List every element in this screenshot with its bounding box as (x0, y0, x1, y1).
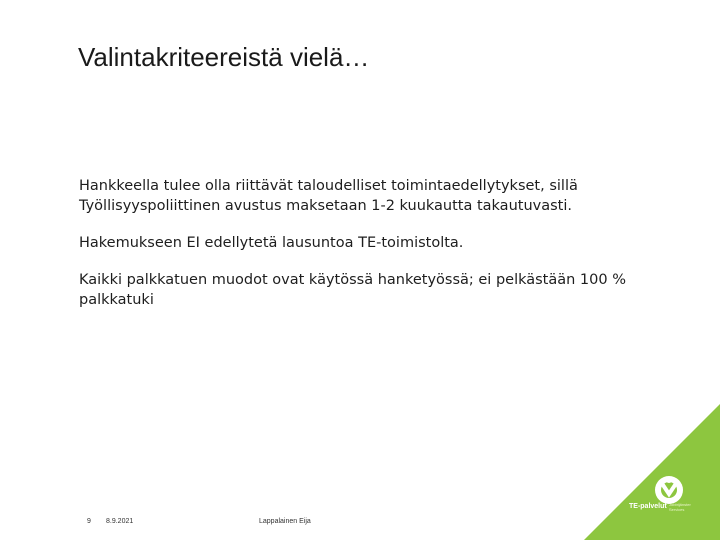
footer-page-number: 9 (87, 518, 91, 525)
paragraph-3: Kaikki palkkatuen muodot ovat käytössä hanketyössä; ei pelkästään 100 % palkkatuki (79, 272, 626, 308)
logo-subtitle-line-1: Jobbtjänster (669, 502, 691, 507)
logo-subtitle-line-2: Services (669, 507, 685, 512)
paragraph-1: Hankkeella tulee olla riittävät taloudelliset toimintaedellytykset, sillä Työllisyyspoliittinen avustus maksetaan 1-2 kuukautta takautuvasti. (79, 178, 578, 214)
footer-date: 8.9.2021 (106, 518, 134, 525)
logo-subtitle (669, 502, 691, 512)
slide-title: Valintakriteereistä vielä… (78, 42, 370, 72)
footer-author: Lappalainen Eija (259, 518, 311, 525)
logo-name: TE-palvelut (629, 503, 667, 510)
paragraph-2: Hakemukseen EI edellytetä lausuntoa TE-toimistolta. (79, 235, 464, 251)
